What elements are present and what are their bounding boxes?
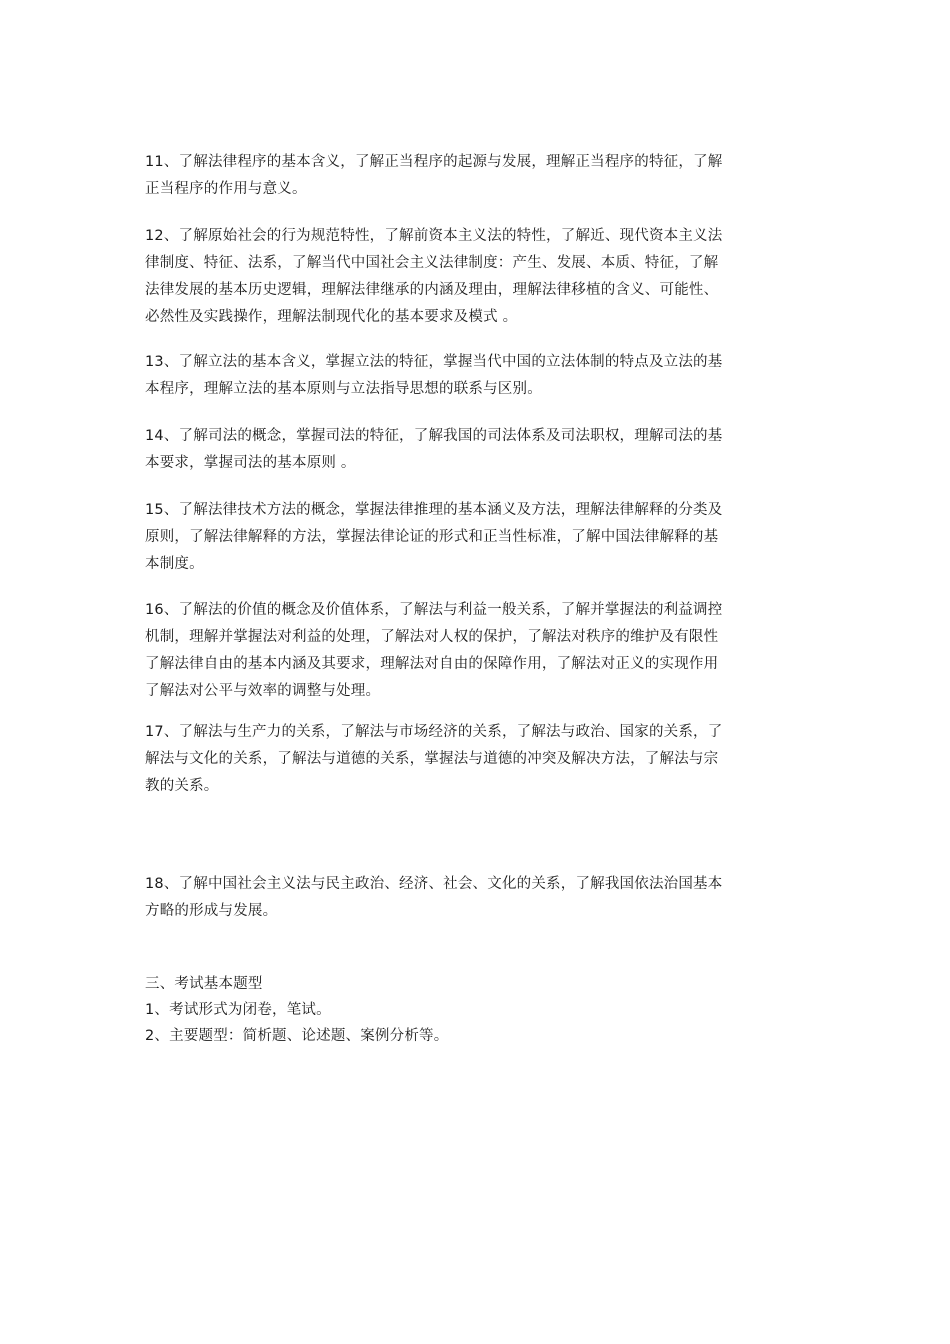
paragraph-line: 教的关系。 (145, 778, 219, 794)
paragraph-line: 律制度、特征、法系，了解当代中国社会主义法律制度：产生、发展、本质、特征，了解 (145, 255, 719, 271)
list-item: 2、主要题型：简析题、论述题、案例分析等。 (145, 1028, 449, 1044)
paragraph-line: 正当程序的作用与意义。 (145, 181, 307, 197)
paragraph-line: 解法与文化的关系，了解法与道德的关系，掌握法与道德的冲突及解决方法，了解法与宗 (145, 751, 719, 767)
paragraph-line: 必然性及实践操作，理解法制现代化的基本要求及模式 。 (145, 309, 518, 325)
paragraph-15 (145, 497, 810, 578)
paragraph-line: 16、了解法的价值的概念及价值体系，了解法与利益一般关系，了解并掌握法的利益调控 (145, 602, 723, 618)
paragraph-line: 17、了解法与生产力的关系，了解法与市场经济的关系，了解法与政治、国家的关系，了 (145, 724, 723, 740)
paragraph-line: 法律发展的基本历史逻辑，理解法律继承的内涵及理由，理解法律移植的含义、可能性、 (145, 282, 719, 298)
paragraph-line: 本制度。 (145, 556, 204, 572)
paragraph-line: 15、了解法律技术方法的概念，掌握法律推理的基本涵义及方法，理解法律解释的分类及 (145, 502, 723, 518)
paragraph-line: 本要求，掌握司法的基本原则 。 (145, 455, 356, 471)
paragraph-line: 18、了解中国社会主义法与民主政治、经济、社会、文化的关系，了解我国依法治国基本 (145, 876, 723, 892)
paragraph-12 (145, 223, 810, 331)
paragraph-13 (145, 349, 810, 403)
list-item: 1、考试形式为闭卷，笔试。 (145, 1002, 331, 1018)
exam-format-section (145, 971, 810, 1049)
paragraph-line: 原则，了解法律解释的方法，掌握法律论证的形式和正当性标准，了解中国法律解释的基 (145, 529, 719, 545)
paragraph-line: 14、了解司法的概念，掌握司法的特征，了解我国的司法体系及司法职权，理解司法的基 (145, 428, 723, 444)
paragraph-18 (145, 871, 810, 925)
paragraph-line: 本程序，理解立法的基本原则与立法指导思想的联系与区别。 (145, 381, 542, 397)
section-heading: 三、考试基本题型 (145, 976, 263, 992)
paragraph-line: 机制，理解并掌握法对利益的处理，了解法对人权的保护，了解法对秩序的维护及有限性 (145, 629, 719, 645)
paragraph-line: 11、了解法律程序的基本含义，了解正当程序的起源与发展，理解正当程序的特征，了解 (145, 154, 723, 170)
paragraph-16 (145, 597, 810, 705)
paragraph-line: 12、了解原始社会的行为规范特性，了解前资本主义法的特性，了解近、现代资本主义法 (145, 228, 723, 244)
paragraph-line: 方略的形成与发展。 (145, 903, 278, 919)
paragraph-17 (145, 719, 810, 800)
paragraph-14 (145, 423, 810, 477)
paragraph-line: 13、了解立法的基本含义，掌握立法的特征，掌握当代中国的立法体制的特点及立法的基 (145, 354, 723, 370)
paragraph-11 (145, 149, 810, 203)
paragraph-line: 了解法对公平与效率的调整与处理。 (145, 683, 381, 699)
paragraph-line: 了解法律自由的基本内涵及其要求，理解法对自由的保障作用，了解法对正义的实现作用 (145, 656, 719, 672)
